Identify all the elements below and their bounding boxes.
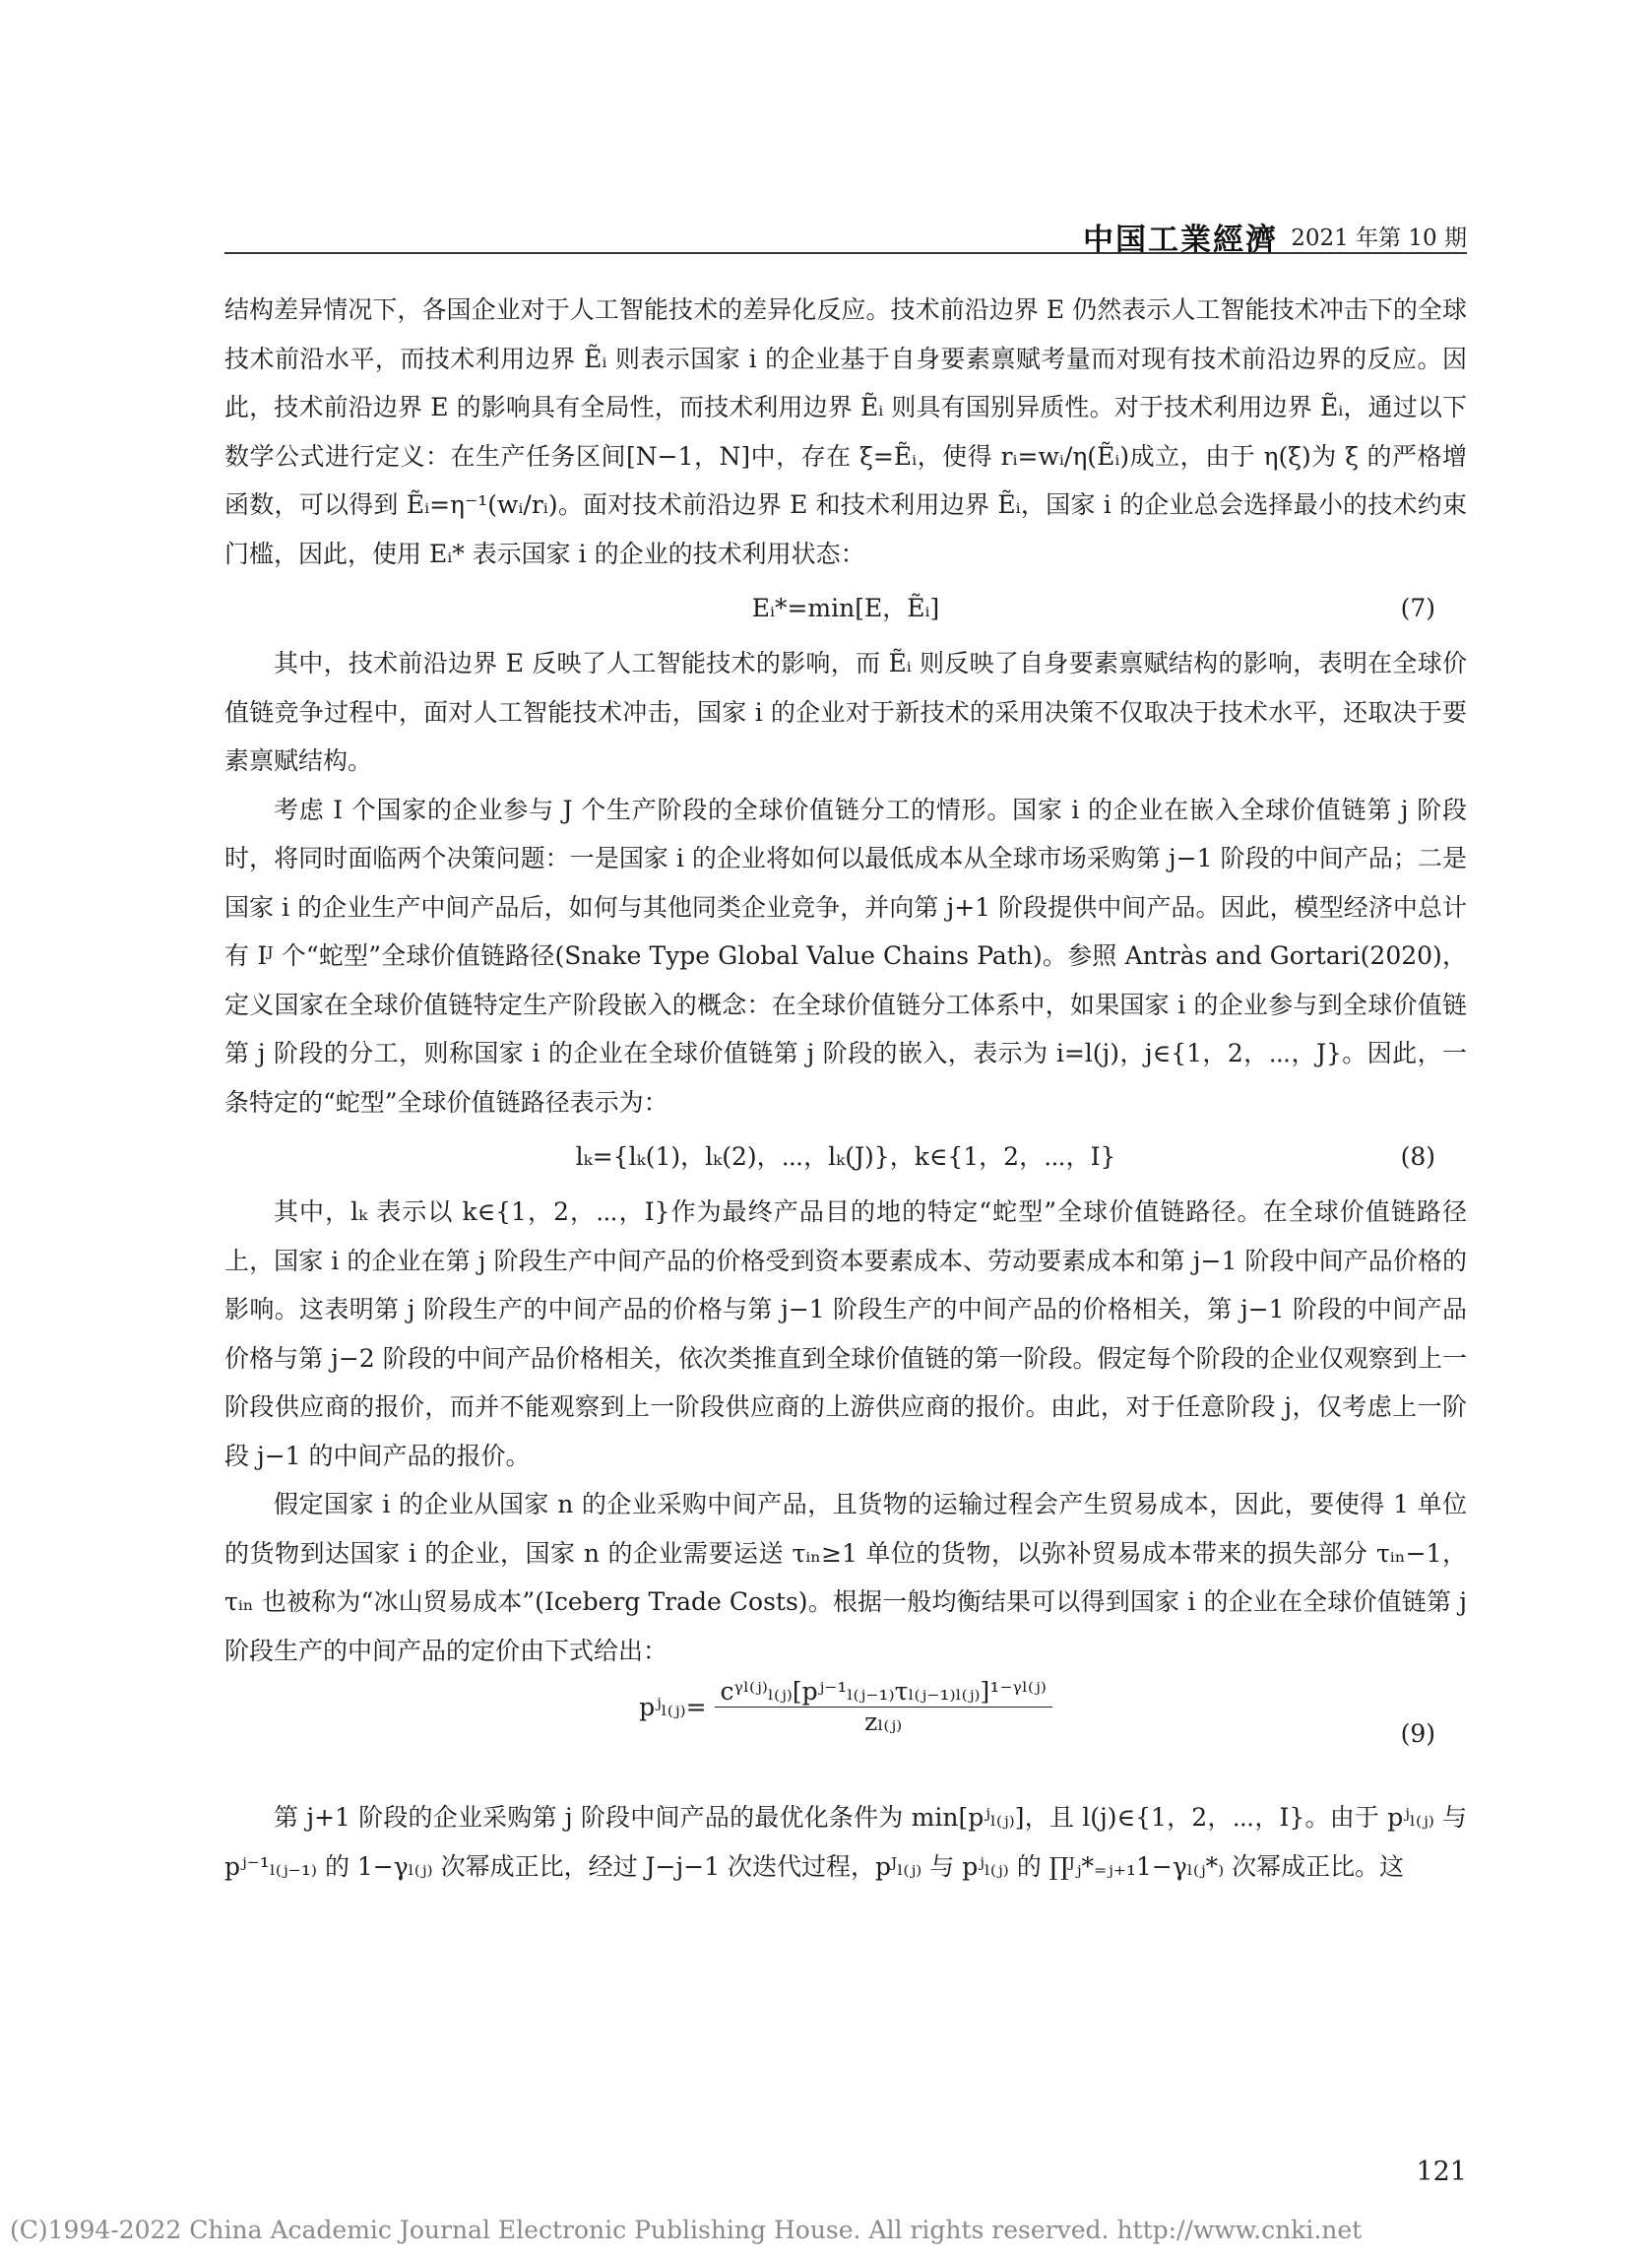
equation-9-number: (9)	[1400, 1719, 1435, 1748]
journal-logo: 中国工業經濟	[1083, 223, 1278, 258]
equation-9	[224, 1675, 1467, 1793]
equation-8-number: (8)	[1400, 1142, 1435, 1171]
running-header	[224, 211, 1467, 258]
equation-9-lhs: pʲₗ₍ⱼ₎=	[639, 1692, 707, 1721]
copyright-notice: (C)1994-2022 China Academic Journal Electronic Publishing House. All rights reserved. http://www.cnki.net	[10, 2216, 1363, 2244]
article-body	[224, 286, 1467, 1891]
paragraph: 假定国家 i 的企业从国家 n 的企业采购中间产品，且货物的运输过程会产生贸易成本，因此，要使得 1 单位的货物到达国家 i 的企业，国家 n 的企业需要运送 τᵢₙ≥1 单位的货物，以弥补贸易成本带来的损失部分 τᵢₙ−1，τᵢₙ 也被称为“冰山贸易成本”(Iceberg Trade Costs)。根据一般均衡结果可以得到国家 i 的企业在全球价值链第 j 阶段生产的中间产品的定价由下式给出：	[224, 1490, 1467, 1665]
equation-7	[224, 578, 1467, 639]
paragraph: 其中，技术前沿边界 E 反映了人工智能技术的影响，而 Ẽᵢ 则反映了自身要素禀赋结构的影响，表明在全球价值链竞争过程中，面对人工智能技术冲击，国家 i 的企业对于新技术的采用决策不仅取决于技术水平，还取决于要素禀赋结构。	[224, 649, 1467, 775]
equation-7-text: Eᵢ*=min[E，Ẽᵢ]	[751, 594, 940, 622]
paragraph: 第 j+1 阶段的企业采购第 j 阶段中间产品的最优化条件为 min[pʲₗ₍ⱼ₎]，且 l(j)∈{1，2，⋯，I}。由于 pʲₗ₍ⱼ₎ 与 pʲ⁻¹ₗ₍ⱼ₋₁₎ 的 1−γₗ₍ⱼ₎ 次幂成正比，经过 J−j−1 次迭代过程，pᴶₗ₍ⱼ₎ 与 pʲₗ₍ⱼ₎ 的 ∏ᴶⱼ*₌ⱼ₊₁1−γₗ₍ⱼ*₎ 次幂成正比。这	[224, 1803, 1467, 1881]
equation-9-denominator: zₗ₍ⱼ₎	[864, 1708, 903, 1736]
paragraph: 结构差异情况下，各国企业对于人工智能技术的差异化反应。技术前沿边界 E 仍然表示人工智能技术冲击下的全球技术前沿水平，而技术利用边界 Ẽᵢ 则表示国家 i 的企业基于自身要素禀赋考量而对现有技术前沿边界的反应。因此，技术前沿边界 E 的影响具有全局性，而技术利用边界 Ẽᵢ 则具有国别异质性。对于技术利用边界 Ẽᵢ，通过以下数学公式进行定义：在生产任务区间[N−1，N]中，存在 ξ=Ẽᵢ，使得 rᵢ=wᵢ/η(Ẽᵢ)成立，由于 η(ξ)为 ξ 的严格增函数，可以得到 Ẽᵢ=η⁻¹(wᵢ/rᵢ)。面对技术前沿边界 E 和技术利用边界 Ẽᵢ，国家 i 的企业总会选择最小的技术约束门槛，因此，使用 Eᵢ* 表示国家 i 的企业的技术利用状态：	[224, 295, 1467, 568]
page-number: 121	[1416, 2157, 1467, 2187]
equation-8	[224, 1127, 1467, 1188]
issue-label: 2021 年第 10 期	[1291, 226, 1467, 251]
paragraph: 其中，lₖ 表示以 k∈{1，2，⋯，I}作为最终产品目的地的特定“蛇型”全球价值链路径。在全球价值链路径上，国家 i 的企业在第 j 阶段生产中间产品的价格受到资本要素成本、劳动要素成本和第 j−1 阶段中间产品价格的影响。这表明第 j 阶段生产的中间产品的价格与第 j−1 阶段生产的中间产品的价格相关，第 j−1 阶段的中间产品价格与第 j−2 阶段的中间产品价格相关，依次类推直到全球价值链的第一阶段。假定每个阶段的企业仅观察到上一阶段供应商的报价，而并不能观察到上一阶段供应商的上游供应商的报价。由此，对于任意阶段 j，仅考虑上一阶段 j−1 的中间产品的报价。	[224, 1197, 1467, 1470]
equation-9-numerator: cᵞˡ⁽ʲ⁾ₗ₍ⱼ₎[pʲ⁻¹ₗ₍ⱼ₋₁₎τₗ₍ⱼ₋₁₎ₗ₍ⱼ₎]¹⁻ᵞˡ⁽ʲ⁾	[715, 1677, 1052, 1708]
equation-7-number: (7)	[1400, 594, 1435, 622]
paragraph: 考虑 I 个国家的企业参与 J 个生产阶段的全球价值链分工的情形。国家 i 的企业在嵌入全球价值链第 j 阶段时，将同时面临两个决策问题：一是国家 i 的企业将如何以最低成本从全球市场采购第 j−1 阶段的中间产品；二是国家 i 的企业生产中间产品后，如何与其他同类企业竞争，并向第 j+1 阶段提供中间产品。因此，模型经济中总计有 Iᴶ 个“蛇型”全球价值链路径(Snake Type Global Value Chains Path)。参照 Antràs and Gortari(2020)，定义国家在全球价值链特定生产阶段嵌入的概念：在全球价值链分工体系中，如果国家 i 的企业参与到全球价值链第 j 阶段的分工，则称国家 i 的企业在全球价值链第 j 阶段的嵌入，表示为 i=l(j)，j∈{1，2，⋯，J}。因此，一条特定的“蛇型”全球价值链路径表示为：	[224, 795, 1467, 1117]
equation-9-fraction	[715, 1677, 1052, 1737]
header-rule	[224, 252, 1467, 254]
equation-8-text: lₖ={lₖ(1)，lₖ(2)，⋯，lₖ(J)}，k∈{1，2，⋯，I}	[575, 1142, 1116, 1171]
